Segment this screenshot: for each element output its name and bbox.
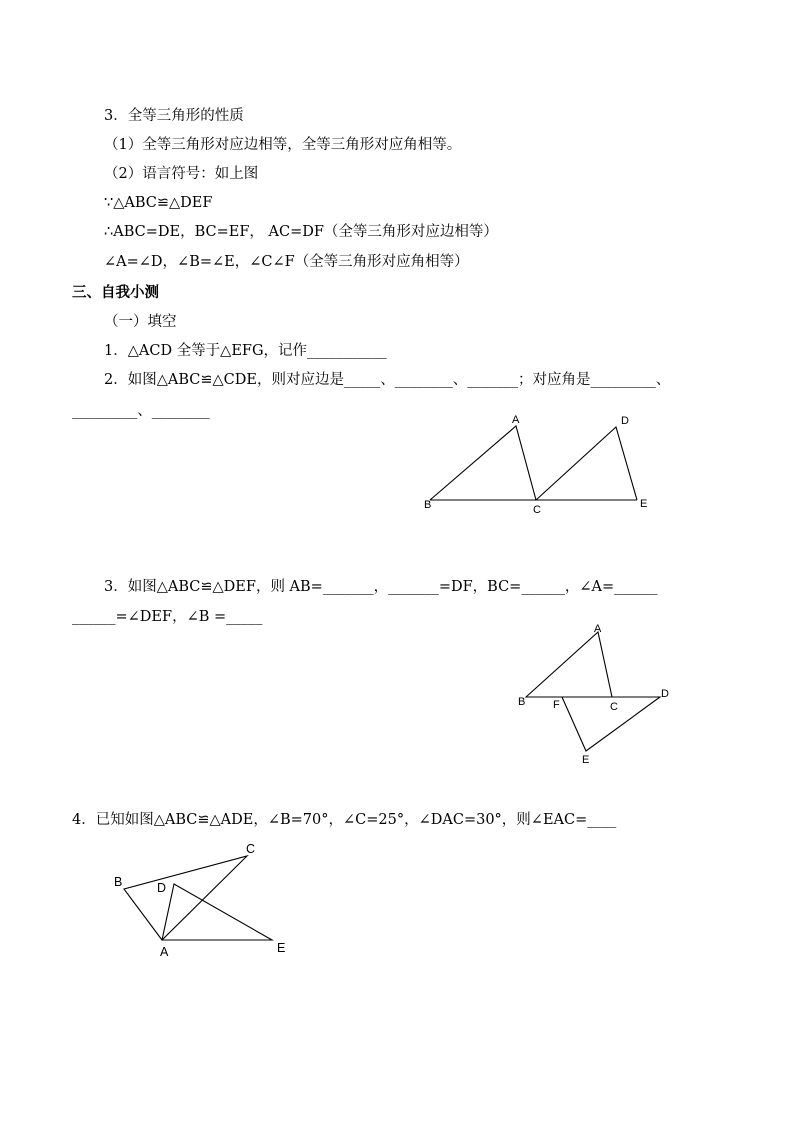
fig1-label-a: A bbox=[512, 414, 520, 426]
fig1-label-d: D bbox=[621, 415, 629, 427]
question-1: 1．△ACD 全等于△EFG，记作___________ bbox=[104, 343, 387, 359]
property-item-1: （1）全等三角形对应边相等，全等三角形对应角相等。 bbox=[104, 137, 462, 153]
therefore-line: ∴ABC=DE，BC=EF， AC=DF（全等三角形对应边相等） bbox=[104, 224, 498, 240]
property-item-2: （2）语言符号：如上图 bbox=[104, 166, 259, 182]
fig2-label-c: C bbox=[610, 701, 618, 713]
fig2-label-a: A bbox=[594, 623, 602, 635]
self-test-heading: 三、自我小测 bbox=[72, 285, 159, 301]
fig3-triangle-ade bbox=[162, 884, 272, 940]
fill-blank-heading: （一）填空 bbox=[104, 314, 177, 330]
question-4: 4．已知如图△ABC≌△ADE，∠B=70°，∠C=25°，∠DAC=30°，则∠EAC=____ bbox=[72, 812, 617, 828]
question-3-line-1: 3．如图△ABC≌△DEF，则 AB=_______，_______=DF，BC=______，∠A=______ bbox=[104, 579, 658, 595]
fig2-label-f: F bbox=[553, 699, 560, 711]
fig3-label-c: C bbox=[246, 842, 256, 856]
fig1-label-b: B bbox=[424, 499, 432, 511]
because-line: ∵△ABC≌△DEF bbox=[104, 195, 213, 211]
fig2-label-d: D bbox=[661, 688, 669, 700]
fig3-label-a: A bbox=[160, 945, 169, 959]
section3-heading: 3．全等三角形的性质 bbox=[104, 108, 244, 124]
fig1-label-e: E bbox=[640, 498, 648, 510]
fig2-label-e: E bbox=[582, 754, 590, 766]
fig3-triangle-abc bbox=[124, 856, 247, 940]
fig1-label-c: C bbox=[533, 504, 541, 516]
question-3-line-2: ______=∠DEF，∠B =_____ bbox=[72, 609, 263, 625]
angles-line: ∠A=∠D，∠B=∠E，∠C∠F（全等三角形对应角相等） bbox=[104, 254, 469, 270]
fig3-label-d: D bbox=[157, 881, 167, 895]
question-2-line-2: _________、________ bbox=[72, 403, 210, 419]
question-2-line-1: 2．如图△ABC≌△CDE，则对应边是_____、________、_______；对应角是_________、 bbox=[104, 372, 671, 388]
fig3-label-e: E bbox=[277, 941, 286, 955]
fig3-label-b: B bbox=[114, 875, 123, 889]
fig2-label-b: B bbox=[518, 696, 526, 708]
